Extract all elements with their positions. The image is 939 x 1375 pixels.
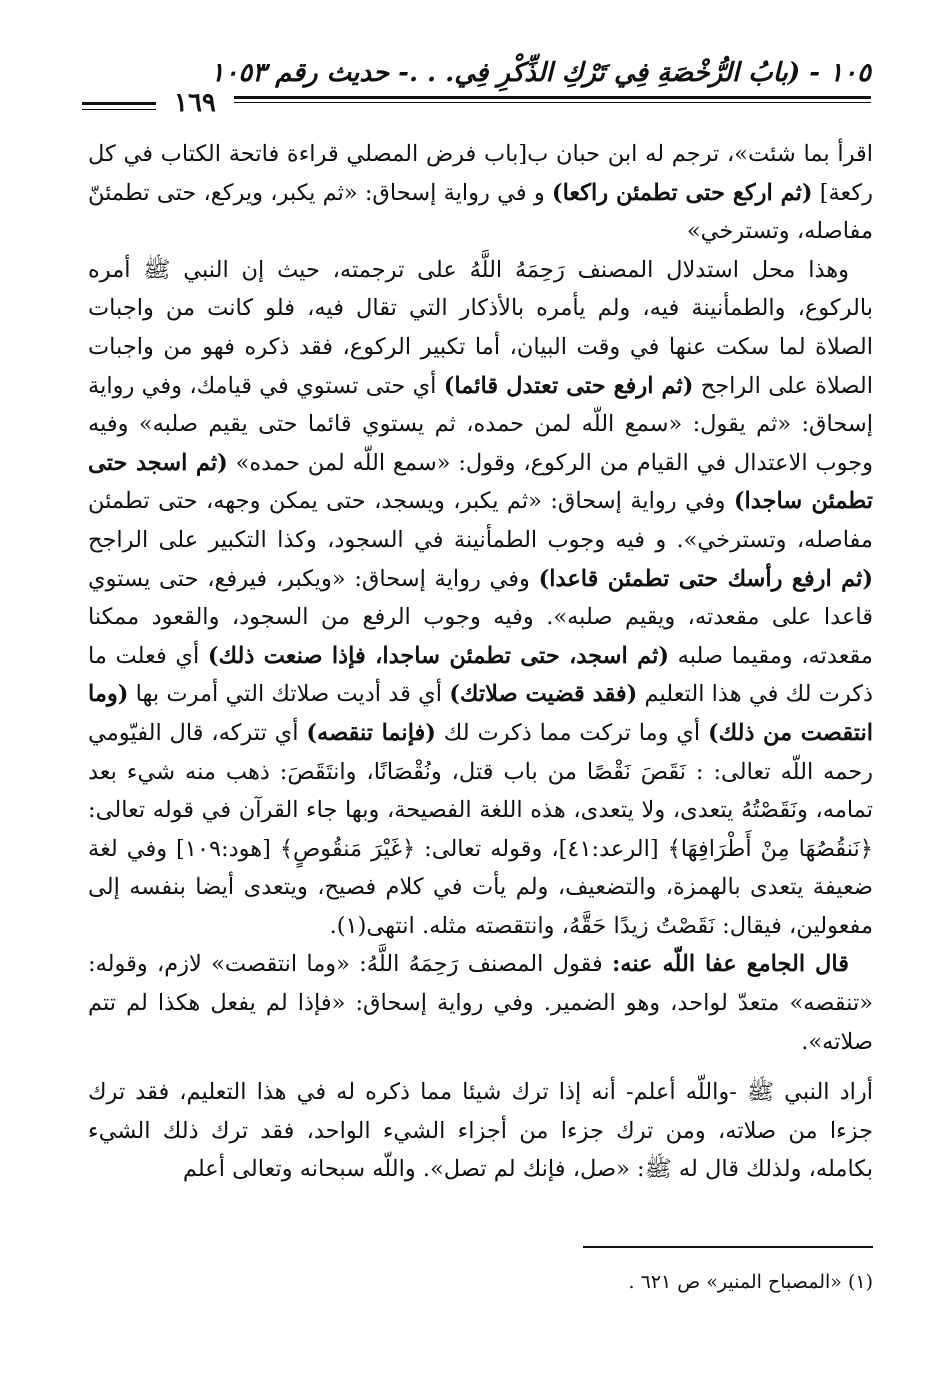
bold-phrase: (وما انتقصت من ذلك) [88,681,874,746]
paragraph [88,945,873,1061]
text-run: أي تتركه، قال الفيّومي رحمه اللّه تعالى: : نَقَصَ نَقْصًا من باب قتل، ونُقْصَانًا، وانتَقَصَ: ذهب منه شيء بعد تمامه، ونَقَصْتُهُ يتعدى، ولا يتعدى، هذه اللغة الفصيحة، وبها جاء القرآن في قوله تعالى: ﴿نَنقُصُهَا مِنْ أَطْرَافِهَا﴾ [الرعد:٤١]، وقوله تعالى: ﴿غَيْرَ مَنقُوصٍ﴾ [هود:١٠٩] وفي لغة ضعيفة يتعدى بالهمزة، والتضعيف، ولم يأت في كلام فصيح، ويتعدى أيضا بنفسه إلى مفعولين، فيقال: نَقَصْتُ زيدًا حَقَّهُ، وانتقصته مثله. انتهى(١). [88,719,873,939]
bold-phrase: (ثم ارفع حتى تعتدل قائما) [443,372,694,399]
text-run: فقول المصنف رَحِمَهُ اللَّهُ: «وما انتقصت» لازم، وقوله: «تنقصه» متعدّ لواحد، وهو الضمير. وفي رواية إسحاق: «فإذا لم يفعل هكذا لم تتم صلاته». [88,951,873,1055]
bold-phrase: (ثم اسجد حتى تطمئن ساجدا) [88,449,874,515]
text-run: أي وما تركت مما ذكرت لك [435,719,709,746]
bold-phrase: قال الجامع عفا اللّه عنه: [611,951,849,978]
body-text [88,135,873,1189]
bold-phrase: (ثم اسجد، حتى تطمئن ساجدا، فإذا صنعت ذلك) [207,642,669,669]
text-run: أراد النبي ﷺ -واللّه أعلم- أنه إذا ترك شيئا مما ذكره له في هذا التعليم، فقد ترك جزءا من صلاته، ومن ترك جزءا من أجزاء الشيء الواحد، فقد ترك ذلك الشيء بكامله، ولذلك قال له ﷺ: «صل، فإنك لم تصل». واللّه سبحانه وتعالى أعلم [88,1079,873,1183]
header-rule-right [234,96,871,103]
footnote-rule [583,1246,873,1248]
bold-phrase: (فقد قضيت صلاتك) [449,681,638,708]
bold-phrase: (فإنما تنقصه) [306,719,436,746]
paragraph [88,1073,873,1189]
text-run: و في رواية إسحاق: «ثم يكبر، ويركع، حتى تطمئنّ مفاصله، وتسترخي» [88,179,873,245]
text-run: أي قد أديت صلاتك التي أمرت بها [128,681,450,708]
text-run: اقرأ بما شئت»، ترجم له ابن حبان ب[باب فرض المصلي قراءة فاتحة الكتاب في كل ركعة] [88,141,873,206]
header-rule-left [82,102,156,110]
paragraph [88,251,873,946]
footnote: (١) «المصباح المنير» ص ٦٢١ . [628,1271,873,1293]
text-run: وهذا محل استدلال المصنف رَحِمَهُ اللَّهُ على ترجمته، حيث إن النبي ﷺ أمره بالركوع، والطمأنينة فيه، ولم يأمره بالأذكار التي تقال فيه، فلو كانت من واجبات الصلاة لما سكت عنها في وقت البيان، أما تكبير الركوع، فقد ذكره فهو من واجبات الصلاة على الراجح [88,256,874,399]
paragraph [88,135,873,251]
bold-phrase: (ثم اركع حتى تطمئن راكعا) [551,179,813,206]
text-run: أي حتى تستوي في قيامك، وفي رواية إسحاق: «ثم يقول: «سمع اللّه لمن حمده، ثم يستوي قائما حتى يقيم صلبه» وفيه وجوب الاعتدال في القيام من الركوع، وقول: «سمع اللّه لمن حمده» [88,372,874,476]
page-number: ١٦٩ [174,88,216,118]
bold-phrase: (ثم ارفع رأسك حتى تطمئن قاعدا) [538,565,873,592]
text-run: وفي رواية إسحاق: «ثم يكبر، ويسجد، حتى يمكن وجهه، حتى تطمئن مفاصله، وتسترخي». و فيه وجوب الطمأنينة في السجود، وكذا التكبير على الراجح [88,488,873,553]
text-run: أي فعلت ما ذكرت لك في هذا التعليم [88,642,873,708]
text-run: وفي رواية إسحاق: «ويكبر، فيرفع، حتى يستوي قاعدا على مقعدته، ويقيم صلبه». وفيه وجوب الرفع من السجود، والقعود ممكنا مقعدته، ومقيما صلبه [88,565,873,669]
page-header [82,58,871,122]
running-title: ١٠٥ - (بابُ الرُّخْصَةِ فِي تَرْكِ الذِّكْرِ فِي. . .- حديث رقم ١٠٥٣ [210,58,871,88]
